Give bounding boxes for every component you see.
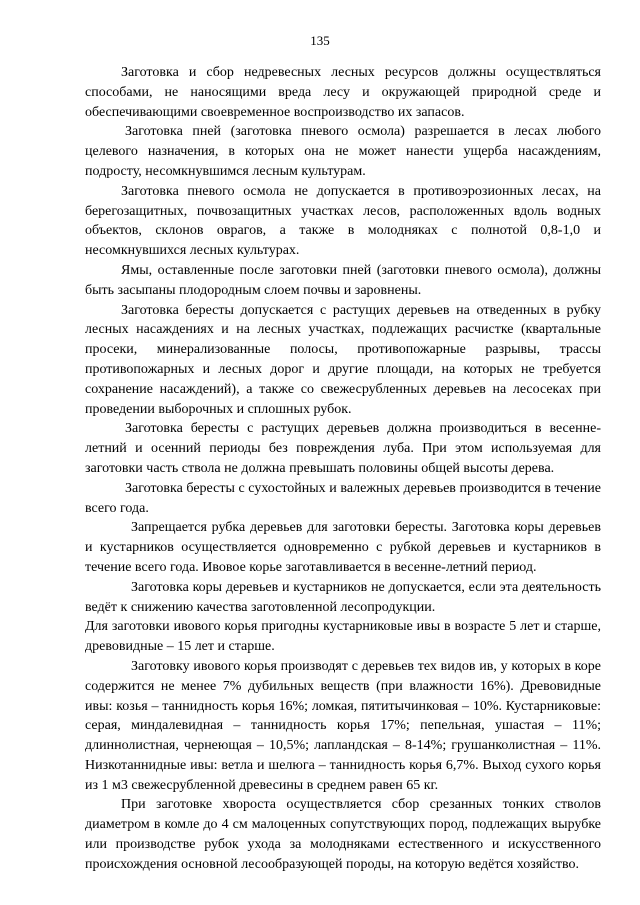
document-body	[85, 63, 601, 875]
page-number: 135	[310, 33, 330, 48]
paragraph-10: Для заготовки ивового корья пригодны кустарниковые ивы в возрасте 5 лет и старше, древовидные – 15 лет и старше.	[85, 619, 601, 655]
paragraph-4: Ямы, оставленные после заготовки пней (заготовки пневого осмола), должны быть засыпаны плодородным слоем почвы и заровнены.	[85, 262, 601, 298]
paragraph-3: Заготовка пневого осмола не допускается в противоэрозионных лесах, на берегозащитных, почвозащитных участках лесов, расположенных вдоль водных объектов, склонов оврагов, а также в молодняках с полнотой 0,8-1,0 и несомкнувшихся лесных культурах.	[85, 183, 601, 259]
paragraph-8: Запрещается рубка деревьев для заготовки бересты. Заготовка коры деревьев и кустарников осуществляется одновременно с рубкой деревьев и кустарников в течение всего года. Ивовое корье заготавливается в весенне-летний период.	[85, 520, 601, 575]
paragraph-11: Заготовку ивового корья производят с деревьев тех видов ив, у которых в коре содержится не менее 7% дубильных веществ (при влажности 16%). Древовидные ивы: козья – таннидность корья 16%; ломкая, пятитычинковая – 10%. Кустарниковые: серая, миндалевидная – таннидность корья 17%; пепельная, ушастая – 11%; длиннолистная, чернеющая – 10,5%; лапландская – 8-14%; грушанколистная – 11%. Низкотаннидные ивы: ветла и шелюга – таннидность корья 6,7%. Выход сухого корья из 1 м3 свежесрубленной древесины в среднем равен 65 кг.	[85, 658, 601, 793]
paragraph-7: Заготовка бересты с сухостойных и валежных деревьев производится в течение всего года.	[85, 480, 601, 516]
paragraph-2: Заготовка пней (заготовка пневого осмола) разрешается в лесах любого целевого назначения, в которых она не может нанести ущерба насаждениям, подросту, несомкнувшимся лесным культурам.	[85, 124, 601, 179]
paragraph-12: При заготовке хвороста осуществляется сбор срезанных тонких стволов диаметром в комле до 4 см малоценных сопутствующих пород, подлежащих вырубке или производстве рубок ухода за молодняками естественного и искусственного происхождения основной лесообразующей породы, на которую ведётся хозяйство.	[85, 797, 601, 872]
paragraph-6: Заготовка бересты с растущих деревьев должна производиться в весенне-летний и осенний периоды без повреждения луба. При этом используемая для заготовки часть ствола не должна превышать половины общей высоты дерева.	[85, 421, 601, 476]
paragraph-5: Заготовка бересты допускается с растущих деревьев на отведенных в рубку лесных насаждениях и на лесных участках, подлежащих расчистке (квартальные просеки, минерализованные полосы, противопожарные разрывы, трассы противопожарных и лесных дорог и другие площади, на которых не требуется сохранение насаждений), а также со свежесрубленных деревьев на лесосеках при проведении выборочных и сплошных рубок.	[85, 302, 601, 417]
paragraph-1: Заготовка и сбор недревесных лесных ресурсов должны осуществляться способами, не наносящими вреда лесу и окружающей природной среде и обеспечивающими своевременное воспроизводство их запасов.	[85, 65, 601, 120]
paragraph-9: Заготовка коры деревьев и кустарников не допускается, если эта деятельность ведёт к снижению качества заготовленной лесопродукции.	[85, 579, 601, 615]
